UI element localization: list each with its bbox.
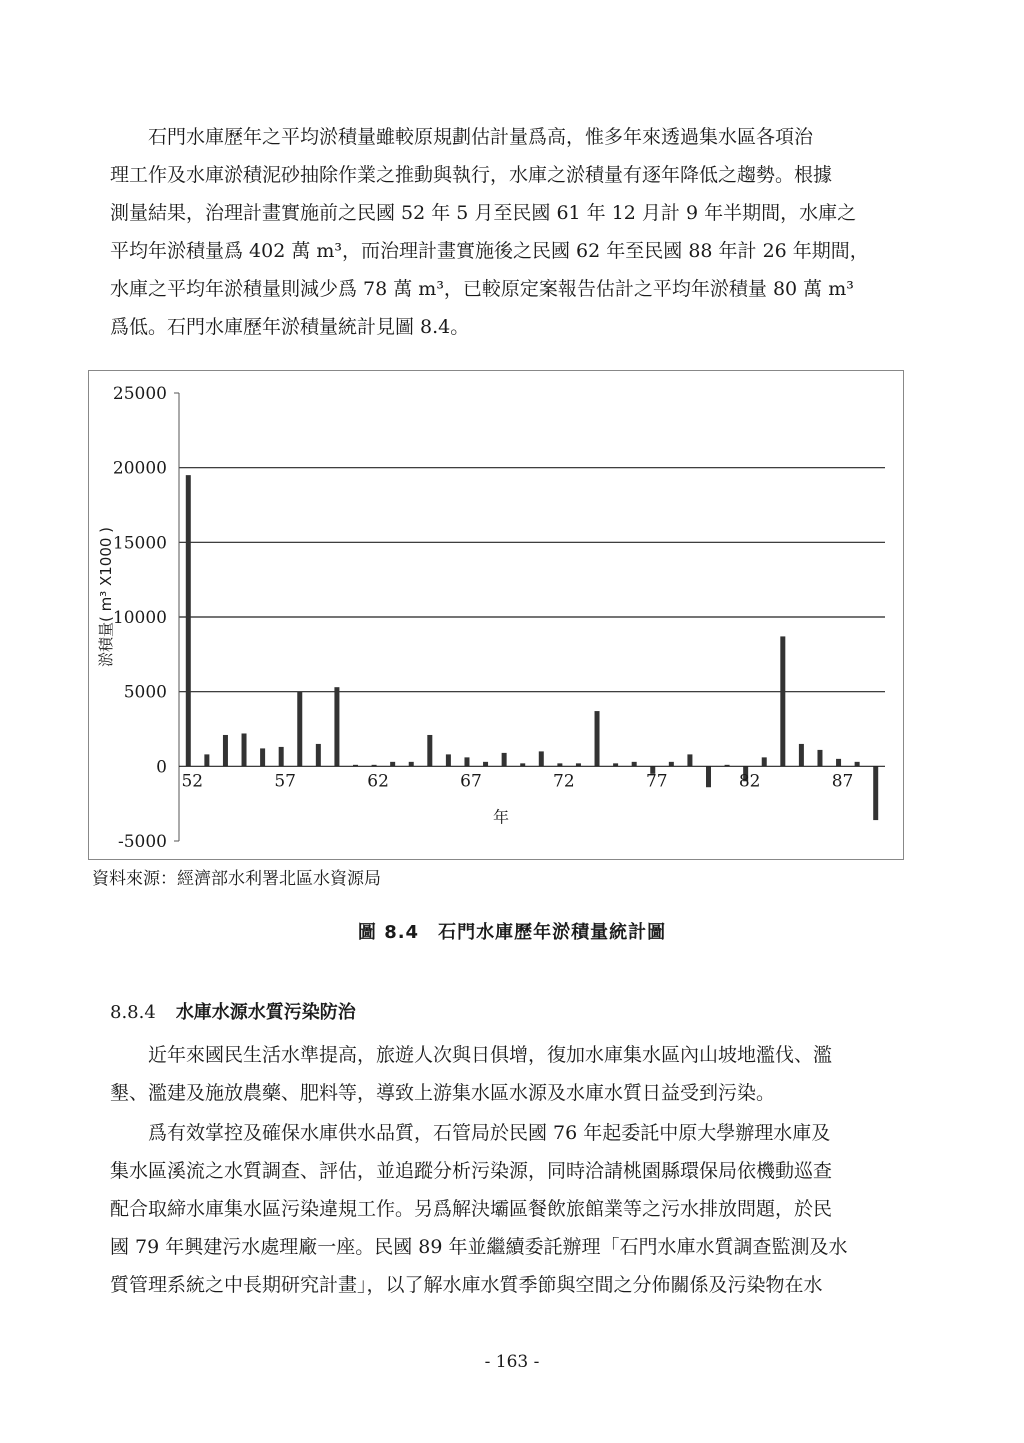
section-heading — [110, 998, 356, 1024]
section-title: 水庫水源水質污染防治 — [175, 1002, 356, 1023]
bar — [780, 636, 785, 766]
sedimentation-chart-frame — [88, 370, 904, 860]
y-tick-label: 20000 — [112, 458, 167, 479]
y-tick-label: 25000 — [112, 384, 167, 404]
text-line: 集水區溪流之水質調查、評估，並追蹤分析污染源，同時洽請桃園縣環保局依機動巡查 — [110, 1160, 833, 1182]
text-line: 國 79 年興建污水處理廠一座。民國 89 年並繼續委託辦理「石門水庫水質調查監測及水 — [110, 1236, 848, 1258]
figure-caption: 圖 8.4 石門水庫歷年淤積量統計圖 — [357, 922, 667, 943]
bar — [799, 744, 804, 766]
bar — [390, 762, 395, 766]
bar — [632, 762, 637, 766]
page-number: - 163 - — [484, 1352, 540, 1372]
bar — [539, 751, 544, 766]
x-tick-label: 87 — [831, 771, 854, 792]
section-number: 8.8.4 — [110, 1002, 156, 1023]
text-line: 平均年淤積量爲 402 萬 m³，而治理計畫實施後之民國 62 年至民國 88 年計 26 年期間， — [110, 240, 869, 262]
text-line: 測量結果，治理計畫實施前之民國 52 年 5 月至民國 61 年 12 月計 9 年半期間，水庫之 — [110, 202, 857, 224]
x-tick-label: 57 — [274, 771, 297, 792]
bar — [316, 744, 321, 766]
bar — [409, 762, 414, 766]
y-tick-label: 0 — [156, 757, 167, 778]
bar — [669, 762, 674, 766]
x-axis-label: 年 — [492, 807, 510, 827]
y-tick-label: 10000 — [112, 608, 167, 628]
body-paragraph-pollution-intro — [110, 1036, 910, 1112]
text-line: 近年來國民生活水準提高，旅遊人次與日俱增，復加水庫集水區內山坡地濫伐、濫 — [110, 1044, 833, 1066]
bar — [873, 766, 878, 820]
source-note: 資料來源：經濟部水利署北區水資源局 — [92, 869, 381, 889]
bar — [334, 687, 339, 766]
bar — [687, 754, 692, 766]
bar — [260, 748, 265, 766]
text-line: 理工作及水庫淤積泥砂抽除作業之推動與執行，水庫之淤積量有逐年降低之趨勢。根據 — [110, 164, 833, 186]
bar — [242, 733, 247, 766]
bar — [817, 750, 822, 766]
y-axis-label: 淤積量( m³ X1000 ) — [97, 526, 115, 668]
body-paragraph-pollution-control — [110, 1114, 910, 1304]
bar — [446, 754, 451, 766]
bar — [502, 753, 507, 766]
bar — [427, 735, 432, 766]
bar — [186, 475, 191, 766]
body-paragraph-sedimentation — [110, 118, 910, 346]
bar — [204, 754, 209, 766]
y-tick-label: -5000 — [117, 832, 167, 852]
bar — [706, 766, 711, 787]
x-tick-label: 77 — [645, 771, 668, 792]
x-tick-label: 82 — [738, 771, 761, 792]
bar — [297, 692, 302, 767]
bar — [836, 759, 841, 766]
bar — [223, 735, 228, 766]
text-line: 水庫之平均年淤積量則減少爲 78 萬 m³，已較原定案報告估計之平均年淤積量 80 萬 m³ — [110, 278, 854, 300]
bar — [595, 711, 600, 766]
x-tick-label: 67 — [460, 771, 482, 792]
bar — [279, 747, 284, 766]
text-line: 爲有效掌控及確保水庫供水品質，石管局於民國 76 年起委託中原大學辦理水庫及 — [110, 1122, 831, 1144]
y-tick-label: 15000 — [112, 533, 167, 554]
text-line: 質管理系統之中長期研究計畫」，以了解水庫水質季節與空間之分佈關係及污染物在水 — [110, 1274, 823, 1296]
y-tick-label: 5000 — [123, 682, 167, 703]
text-line: 配合取締水庫集水區污染違規工作。另爲解決壩區餐飲旅館業等之污水排放問題，於民 — [110, 1198, 833, 1220]
text-line: 墾、濫建及施放農藥、肥料等，導致上游集水區水源及水庫水質日益受到污染。 — [110, 1082, 776, 1104]
bar — [762, 757, 767, 766]
text-line: 石門水庫歷年之平均淤積量雖較原規劃估計量爲高，惟多年來透過集水區各項治 — [110, 126, 814, 148]
bar — [855, 762, 860, 766]
bar — [464, 757, 469, 766]
x-tick-label: 72 — [553, 771, 575, 792]
x-tick-label: 52 — [181, 771, 204, 792]
bar — [483, 762, 488, 766]
text-line: 爲低。石門水庫歷年淤積量統計見圖 8.4。 — [110, 316, 470, 338]
x-tick-label: 62 — [367, 771, 389, 792]
sedimentation-bar-chart — [89, 371, 905, 861]
